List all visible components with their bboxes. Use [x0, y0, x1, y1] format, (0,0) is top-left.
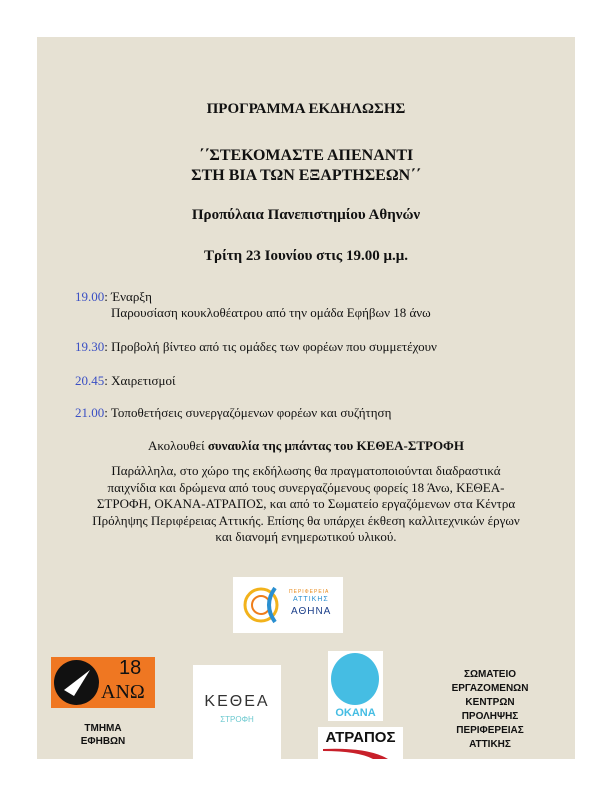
schedule-text: : Χαιρετισμοί — [104, 373, 176, 388]
ano18-logo — [51, 657, 155, 708]
attica-region-logo — [233, 577, 343, 633]
concert-prefix: Ακολουθεί — [148, 438, 208, 453]
schedule-time: 20.45 — [75, 373, 105, 388]
atrapos-logo — [318, 727, 403, 759]
schedule-text: : Προβολή βίντεο από τις ομάδες των φορέων που συμμετέχουν — [104, 339, 437, 354]
event-date: Τρίτη 23 Ιουνίου στις 19.00 μ.μ. — [204, 248, 408, 264]
subtitle-line: ΄΄ΣΤΕΚΟΜΑΣΤΕ ΑΠΕΝΑΝΤΙ — [198, 147, 414, 164]
logo-text: ΠΕΡΙΦΕΡΕΙΑ — [289, 589, 330, 595]
union-line: ΕΡΓΑΖΟΜΕΝΩΝ — [451, 683, 529, 694]
union-name — [430, 668, 550, 752]
ship-waves-icon — [331, 653, 379, 705]
schedule-time: 19.00 — [75, 289, 105, 304]
logo-text: 18 — [119, 657, 142, 679]
venue: Προπύλαια Πανεπιστημίου Αθηνών — [191, 207, 421, 223]
road-swoosh-icon — [318, 747, 403, 759]
concert-note — [37, 438, 575, 454]
description-paragraph: Παράλληλα, στο χώρο της εκδήλωσης θα πραγματοποιούνται διαδραστικά παιχνίδια και δρώμενα από τους συνεργαζόμενους φορείς 18 Άνω, ΚΕΘΕΑ-ΣΤΡΟΦΗ, ΟΚΑΝΑ-ΑΤΡΑΠΟΣ, και από το Σωματείο εργαζόμενων στα Κέντρα Πρόληψης Περιφέρειας Αττικής. Επίσης θα υπάρχει έκθεση καλλιτεχνικών έργων και διανομή ενημερωτικού υλικού. — [92, 463, 520, 544]
union-line: ΠΕΡΙΦΕΡΕΙΑΣ — [456, 725, 524, 736]
subtitle-line: ΣΤΗ ΒΙΑ ΤΩΝ ΕΞΑΡΤΗΣΕΩΝ΄΄ — [191, 167, 421, 184]
union-line: ΑΤΤΙΚΗΣ — [469, 739, 511, 750]
poster-title: ΠΡΟΓΡΑΜΜΑ ΕΚΔΗΛΩΣΗΣ — [206, 101, 406, 117]
caption-line: ΤΜΗΜΑ — [84, 723, 122, 734]
poster-subtitle — [37, 146, 575, 186]
logo-text: ΑΤΤΙΚΗΣ — [293, 596, 329, 603]
schedule-item — [75, 339, 437, 355]
logo-text: ΑΤΡΑΠΟΣ — [325, 729, 396, 746]
okana-logo — [328, 651, 383, 721]
schedule-text: : Έναρξη — [104, 289, 152, 304]
union-line: ΣΩΜΑΤΕΙΟ — [463, 669, 517, 680]
union-line: ΚΕΝΤΡΩΝ — [465, 697, 515, 708]
schedule-item — [75, 373, 175, 389]
paper-plane-icon — [54, 660, 99, 705]
schedule-time: 21.00 — [75, 405, 105, 420]
schedule-text: : Τοποθετήσεις συνεργαζόμενων φορέων και συζήτηση — [104, 405, 392, 420]
caption-line: ΕΦΗΒΩΝ — [80, 736, 126, 747]
schedule-time: 19.30 — [75, 339, 105, 354]
schedule-item — [75, 405, 391, 421]
logo-text: ΣΤΡΟΦΗ — [220, 715, 254, 724]
kethea-strofi-logo — [193, 665, 281, 759]
logo-text: ΑΝΩ — [101, 681, 145, 703]
schedule-item — [75, 289, 152, 305]
concert-name: συναυλία της μπάντας του ΚΕΘΕΑ-ΣΤΡΟΦΗ — [207, 438, 464, 453]
ano18-caption — [51, 722, 155, 748]
schedule-subitem: Παρουσίαση κουκλοθέατρου από την ομάδα Εφήβων 18 άνω — [111, 305, 431, 320]
logo-text: ΑΘΗΝΑ — [291, 606, 332, 617]
union-line: ΠΡΟΛΗΨΗΣ — [461, 711, 519, 722]
logo-text: ΚΕΘΕΑ — [204, 693, 270, 710]
sun-swirl-icon — [241, 582, 287, 628]
logo-text: ΟΚΑΝΑ — [335, 707, 376, 719]
